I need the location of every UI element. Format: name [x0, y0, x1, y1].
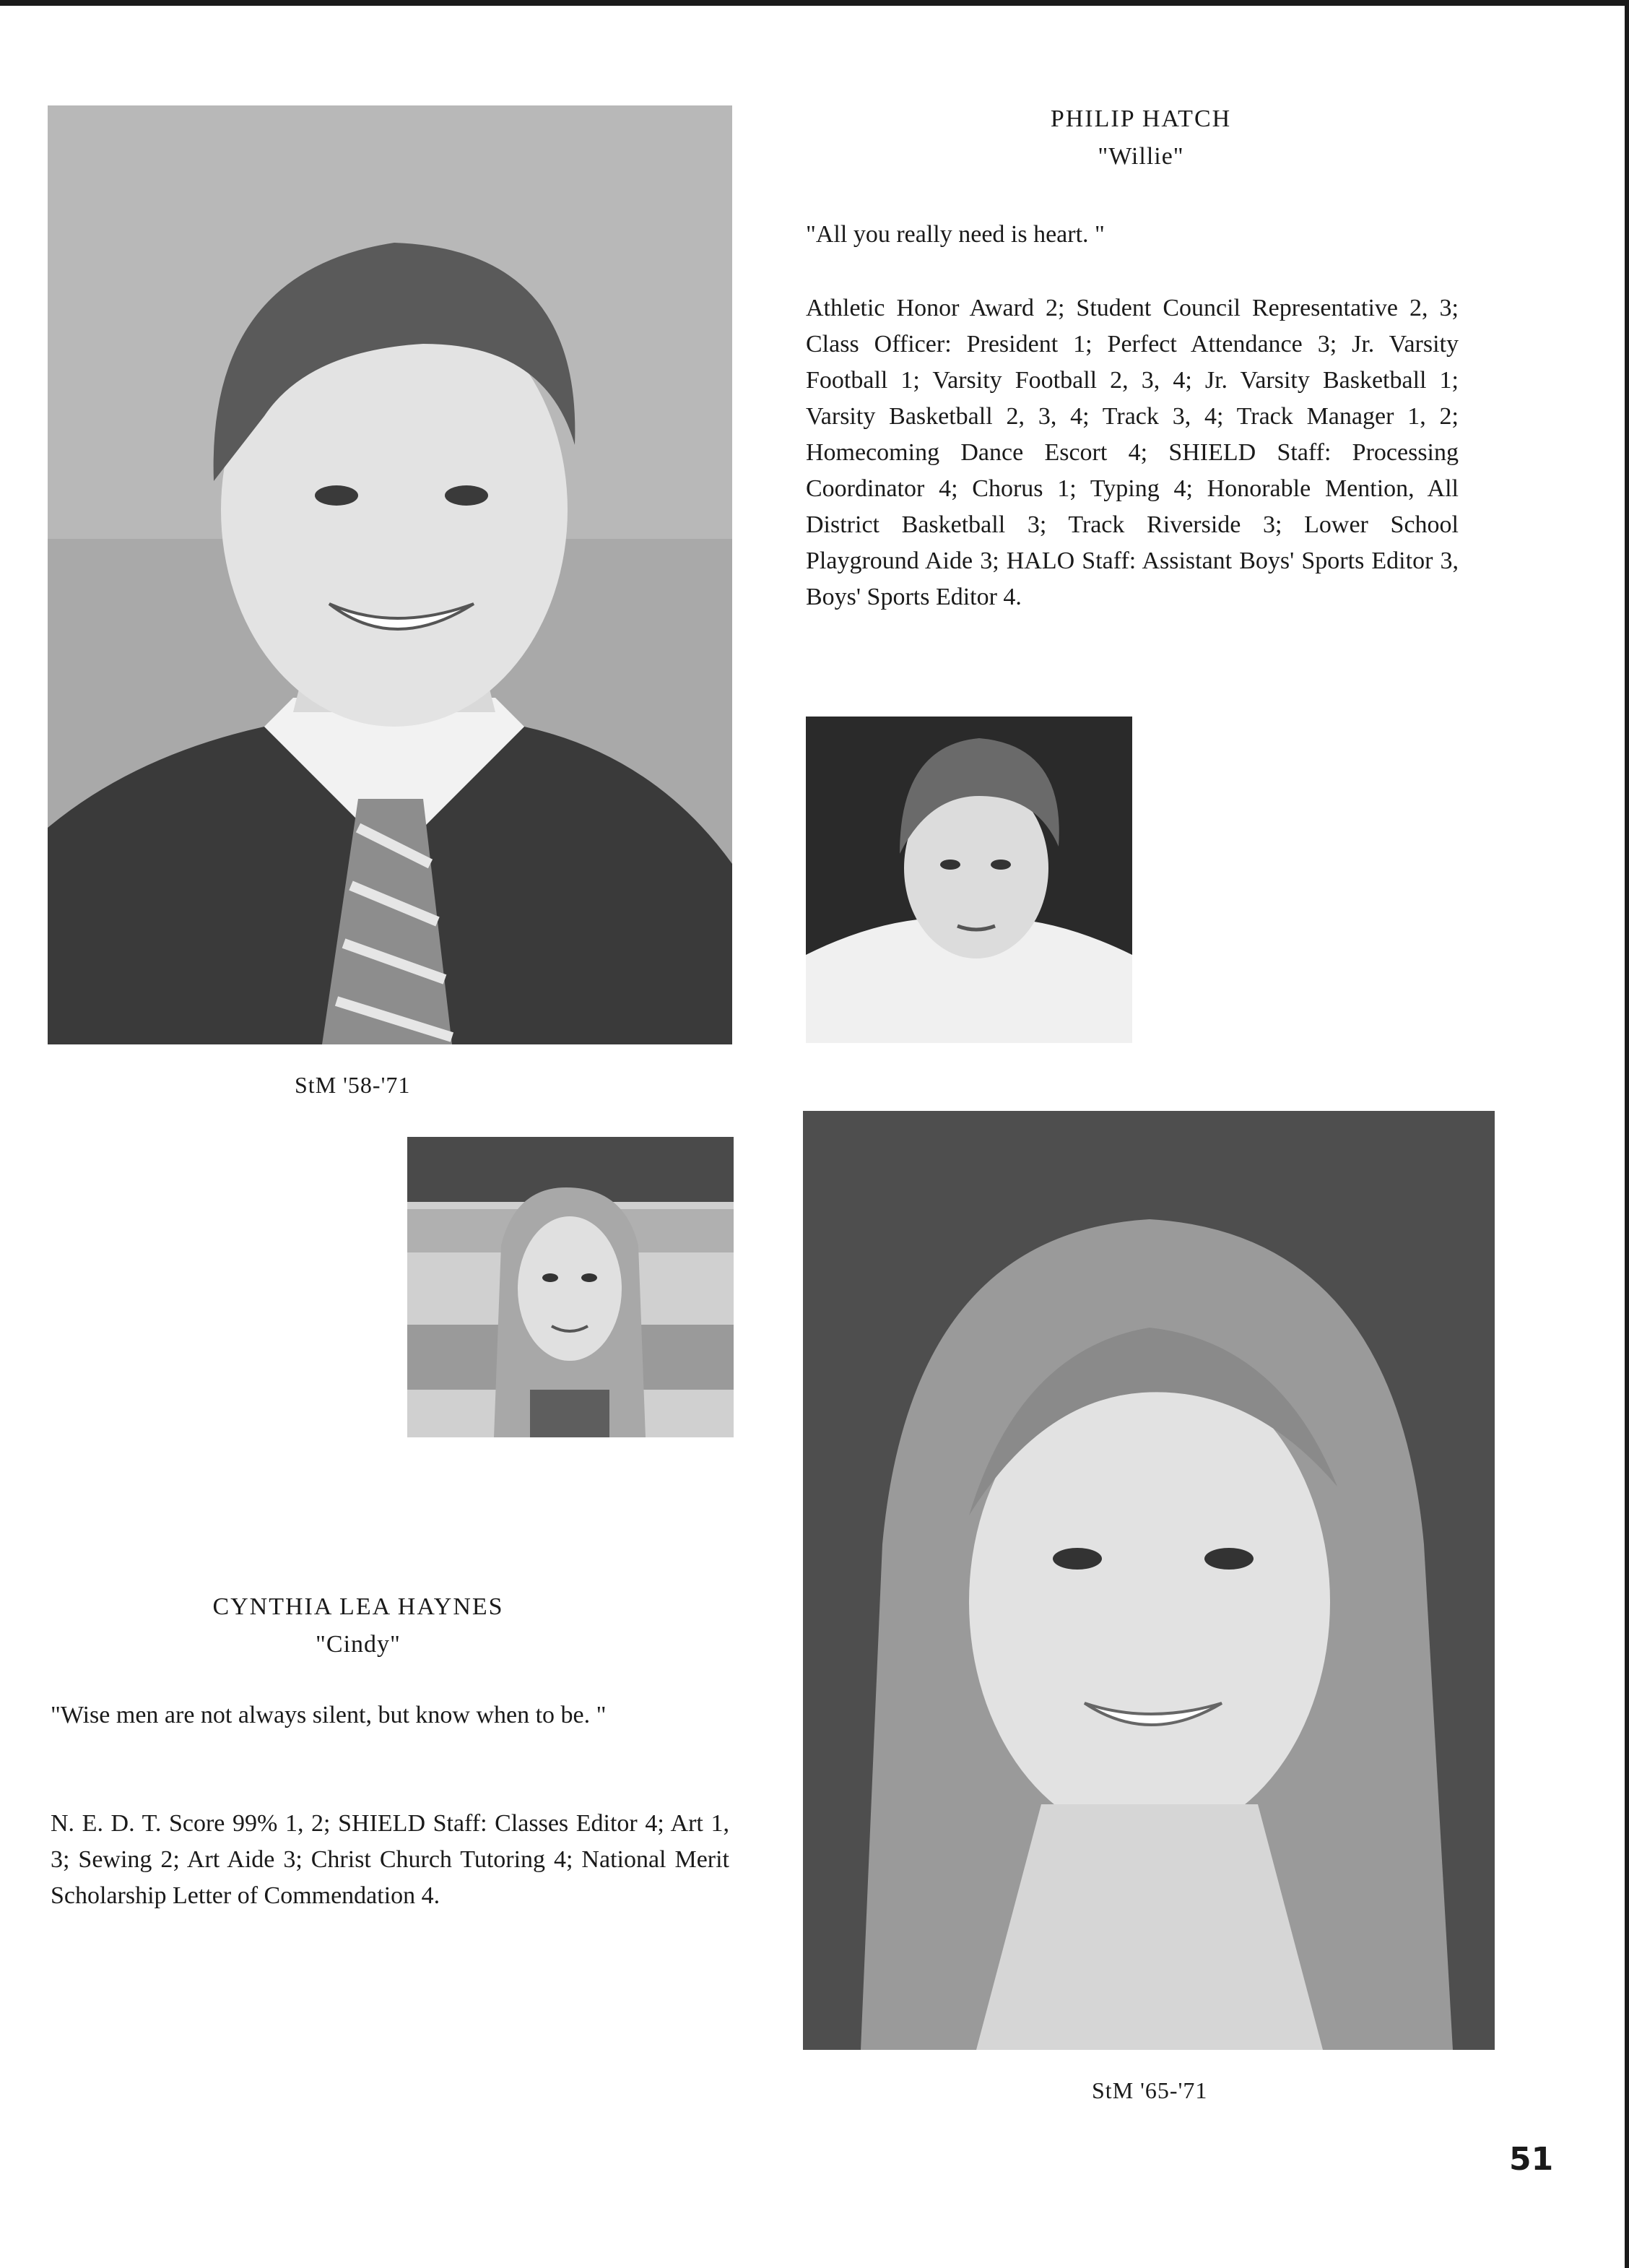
portrait-photo-cynthia-haynes: [803, 1111, 1495, 2050]
student-nickname-cynthia-haynes: "Cindy": [316, 1631, 401, 1658]
candid-photo-philip-hatch: [806, 717, 1132, 1043]
student-activities-cynthia-haynes: N. E. D. T. Score 99% 1, 2; SHIELD Staff: Classes Editor 4; Art 1, 3; Sewing 2; Art Aide 3; Christ Church Tutoring 4; National Merit Scholarship Letter of Commendation 4.: [51, 1810, 729, 1909]
student-quote-cynthia-haynes: "Wise men are not always silent, but know when to be. ": [51, 1702, 607, 1728]
candid-photo-cynthia-haynes: [407, 1137, 734, 1437]
student-name-cynthia-haynes: CYNTHIA LEA HAYNES: [212, 1593, 504, 1620]
page-number: 51: [1509, 2141, 1554, 2178]
attendance-years-cynthia-haynes: StM '65-'71: [1092, 2077, 1208, 2103]
student-activities-philip-hatch: Athletic Honor Award 2; Student Council Representative 2, 3; Class Officer: President 1; Perfect Attendance 3; Jr. Varsity Football 1; Varsity Football 2, 3, 4; Jr. Varsity Basketball 1; Varsity Basketball 2, 3, 4; Track 3, 4; Track Manager 1, 2; Homecoming Dance Escort 4; SHIELD Staff: Processing Coordinator 4; Chorus 1; Typing 4; Honorable Mention, All District Basketball 3; Track Riverside 3; Lower School Playground Aide 3; HALO Staff: Assistant Boys' Sports Editor 3, Boys' Sports Editor 4.: [806, 295, 1459, 610]
student-quote-philip-hatch: "All you really need is heart. ": [806, 221, 1105, 248]
right-border: [1625, 0, 1629, 2268]
portrait-photo-cynthia-haynes-image: [803, 1111, 1495, 2050]
candid-photo-philip-hatch-image: [806, 717, 1132, 1043]
student-nickname-philip-hatch: "Willie": [1098, 143, 1184, 170]
portrait-photo-philip-hatch: [48, 105, 732, 1044]
student-name-philip-hatch: PHILIP HATCH: [1050, 105, 1232, 132]
candid-photo-cynthia-haynes-image: [407, 1137, 734, 1437]
top-border: [0, 0, 1629, 6]
portrait-photo-philip-hatch-image: [48, 105, 732, 1044]
attendance-years-philip-hatch: StM '58-'71: [295, 1072, 411, 1098]
